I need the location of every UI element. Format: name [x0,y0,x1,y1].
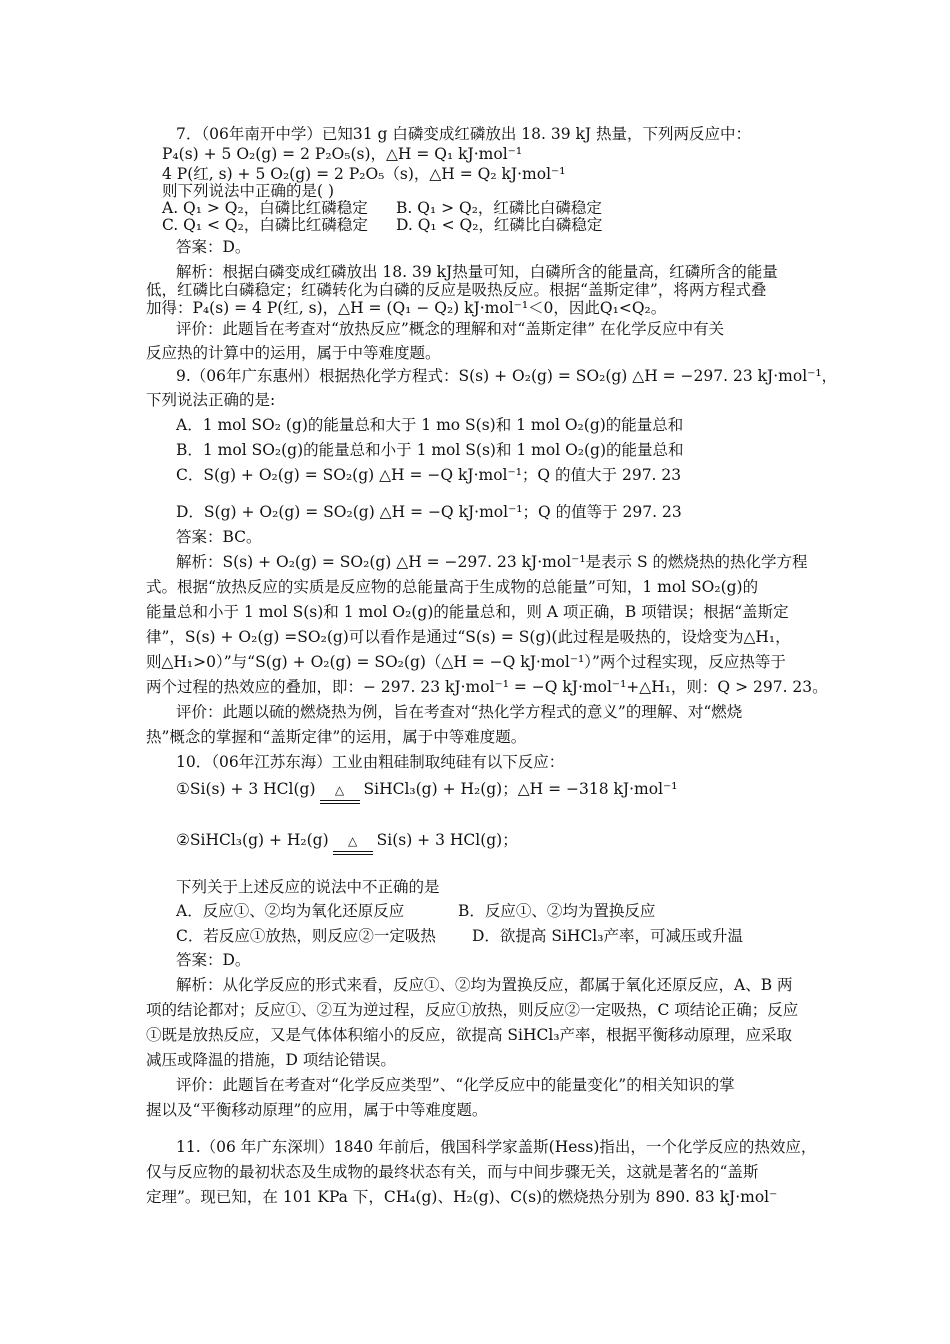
q10-option-b: B．反应①、②均为置换反应 [458,902,656,920]
q9-intro-2: 下列说法正确的是: [146,391,276,409]
q7-explanation-2: 低，红磷比白磷稳定；红磷转化为白磷的反应是吸热反应。根据“盖斯定律”，将两方程式叠 [146,281,767,299]
q7-equation-2: 4 P(红, s) + 5 O₂(g) = 2 P₂O₅（s)，△H = Q₂ kJ·mol⁻¹ [162,165,566,183]
heat-equals-sign: △ [320,780,360,800]
q10-eq1-products: SiHCl₃(g) + H₂(g)；△H = −318 kJ·mol⁻¹ [363,780,678,798]
q9-explanation-1: 解析：S(s) + O₂(g) = SO₂(g) △H = −297. 23 kJ·mol⁻¹是表示 S 的燃烧热的热化学方程 [176,553,808,571]
q10-option-c: C．若反应①放热，则反应②一定吸热 [176,927,436,945]
q9-answer: 答案：BC。 [176,528,262,546]
q7-equation-1: P₄(s) + 5 O₂(g) = 2 P₂O₅(s)，△H = Q₁ kJ·mol⁻¹ [162,145,523,163]
q7-option-d: D. Q₁ < Q₂，红磷比白磷稳定 [396,216,603,234]
q9-intro-1: 9.（06年广东惠州）根据热化学方程式：S(s) + O₂(g) = SO₂(g) △H = −297. 23 kJ·mol⁻¹， [176,367,838,385]
q10-review-2: 握以及“平衡移动原理”的应用，属于中等难度题。 [146,1101,488,1119]
q9-review-2: 热”概念的掌握和“盖斯定律”的运用，属于中等难度题。 [146,728,527,746]
q10-equation-2 [176,830,841,851]
q9-review-1: 评价：此题以硫的燃烧热为例，旨在考查对“热化学方程式的意义”的理解、对“燃烧 [176,703,743,721]
q9-explanation-3: 能量总和小于 1 mol S(s)和 1 mol O₂(g)的能量总和，则 A 项正确，B 项错误；根据“盖斯定 [146,603,789,621]
q7-option-c: C. Q₁ < Q₂，白磷比红磷稳定 [162,216,368,234]
q10-eq1-reactants: ①Si(s) + 3 HCl(g) [176,780,316,798]
q7-review-1: 评价：此题旨在考查对“放热反应”概念的理解和对“盖斯定律” 在化学反应中有关 [176,320,725,338]
q9-option-c: C．S(g) + O₂(g) = SO₂(g) △H = −Q kJ·mol⁻¹；Q 的值大于 297. 23 [176,466,682,484]
q7-explanation-1: 解析：根据白磷变成红磷放出 18. 39 kJ热量可知，白磷所含的能量高，红磷所含的能量 [176,263,778,281]
q9-explanation-2: 式。根据“放热反应的实质是反应物的总能量高于生成物的总能量”可知，1 mol SO₂(g)的 [146,578,759,596]
q10-eq2-reactants: ②SiHCl₃(g) + H₂(g) [176,831,329,849]
q7-intro: 7．（06年南开中学）已知31 g 白磷变成红磷放出 18. 39 kJ 热量，下列两反应中： [176,125,752,143]
q7-option-b: B. Q₁ > Q₂，红磷比白磷稳定 [396,199,602,217]
q10-option-a: A．反应①、②均为氧化还原反应 [176,902,405,920]
q7-explanation-3: 加得：P₄(s) = 4 P(红, s)，△H = (Q₁ − Q₂) kJ·mol⁻¹＜0，因此Q₁<Q₂。 [146,299,667,317]
q7-review-2: 反应热的计算中的运用，属于中等难度题。 [146,344,441,362]
q7-answer: 答案：D。 [176,238,251,256]
q9-explanation-4: 律”，S(s) + O₂(g) =SO₂(g)可以看作是通过“S(s) = S(g)(此过程是吸热的，设焓变为△H₁， [146,628,791,646]
q11-line-2: 仅与反应物的最初状态及生成物的最终状态有关，而与中间步骤无关，这就是著名的“盖斯 [146,1163,759,1181]
q7-stem: 则下列说法中正确的是( ) [162,182,335,200]
q9-explanation-5: 则△H₁>0）”与“S(g) + O₂(g) = SO₂(g)（△H = −Q kJ·mol⁻¹）”两个过程实现，反应热等于 [146,653,786,671]
q10-explanation-2: 项的结论都对；反应①、②互为逆过程，反应①放热，则反应②一定吸热，C 项结论正确；反应 [146,1001,799,1019]
q9-option-a: A．1 mol SO₂ (g)的能量总和大于 1 mo S(s)和 1 mol O₂(g)的能量总和 [176,416,684,434]
q10-explanation-3: ①既是放热反应，又是气体体积缩小的反应，欲提高 SiHCl₃产率，根据平衡移动原理，应采取 [146,1026,793,1044]
q10-answer: 答案：D。 [176,951,251,969]
q9-explanation-6: 两个过程的热效应的叠加，即：− 297. 23 kJ·mol⁻¹ = −Q kJ·mol⁻¹+△H₁，则：Q > 297. 23。 [146,678,828,696]
q10-intro: 10．（06年江苏东海）工业由粗硅制取纯硅有以下反应： [176,753,565,771]
q10-explanation-1: 解析：从化学反应的形式来看，反应①、②均为置换反应，都属于氧化还原反应，A、B 两 [176,976,793,994]
q9-option-d: D．S(g) + O₂(g) = SO₂(g) △H = −Q kJ·mol⁻¹；Q 的值等于 297. 23 [176,503,682,521]
q10-equation-1 [176,779,841,800]
q10-explanation-4: 减压或降温的措施，D 项结论错误。 [146,1051,396,1069]
q10-eq2-products: Si(s) + 3 HCl(g)； [376,831,518,849]
heat-equals-sign: △ [333,831,373,851]
q9-option-b: B．1 mol SO₂(g)的能量总和小于 1 mol S(s)和 1 mol O₂(g)的能量总和 [176,441,684,459]
q7-option-a: A. Q₁ > Q₂，白磷比红磷稳定 [162,199,368,217]
q11-line-1: 11.（06 年广东深圳）1840 年前后，俄国科学家盖斯(Hess)指出，一个化学反应的热效应， [176,1138,817,1156]
q10-stem: 下列关于上述反应的说法中不正确的是 [176,878,440,896]
q10-option-d: D．欲提高 SiHCl₃产率，可减压或升温 [472,927,743,945]
q10-review-1: 评价：此题旨在考查对“化学反应类型”、“化学反应中的能量变化”的相关知识的掌 [176,1076,735,1094]
q11-line-3: 定理”。现已知，在 101 KPa 下，CH₄(g)、H₂(g)、C(s)的燃烧热分别为 890. 83 kJ·mol⁻ [146,1188,778,1206]
